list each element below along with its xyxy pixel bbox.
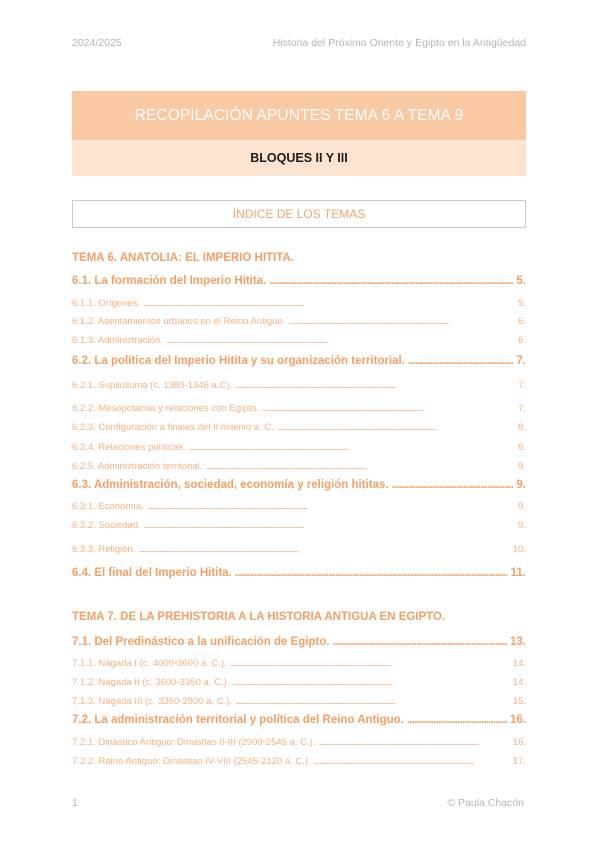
dot-leader bbox=[143, 298, 515, 309]
theme-7-title: TEMA 7. DE LA PREHISTORIA A LA HISTORIA ANTIGUA EN EGIPTO. bbox=[72, 611, 446, 623]
toc-entry-label: 7.1.3. Nagada III (c. 3350-2900 a. C.). bbox=[72, 696, 233, 707]
document-title-banner bbox=[72, 91, 526, 140]
index-title: ÍNDICE DE LOS TEMAS bbox=[232, 207, 366, 221]
toc-entry-page: 13. bbox=[510, 636, 526, 648]
dot-leader bbox=[138, 544, 509, 555]
toc-entry-6-2-4[interactable] bbox=[72, 442, 526, 453]
toc-entry-label: 7.2. La administración territorial y política del Reino Antiguo. bbox=[72, 714, 404, 726]
toc-entry-page: 8. bbox=[518, 422, 526, 433]
toc-entry-page: 16. bbox=[512, 737, 526, 748]
toc-entry-label: 7.1.1. Nagada I (c. 4000-3600 a. C.). bbox=[72, 658, 227, 669]
toc-entry-7-2-1[interactable] bbox=[72, 737, 526, 748]
dot-leader bbox=[262, 403, 515, 414]
toc-entry-page: 6. bbox=[518, 316, 526, 327]
toc-entry-page: 7. bbox=[516, 355, 526, 367]
dot-leader bbox=[166, 335, 515, 346]
toc-entry-6-3[interactable] bbox=[72, 479, 526, 491]
toc-entry-page: 9. bbox=[518, 520, 526, 531]
toc-entry-6-2[interactable] bbox=[72, 355, 526, 367]
toc-entry-7-1[interactable] bbox=[72, 636, 526, 648]
toc-entry-page: 17. bbox=[512, 756, 526, 767]
toc-entry-label: 6.2.3. Configuración a finales del II milenio a. C. bbox=[72, 422, 274, 433]
toc-entry-7-1-2[interactable] bbox=[72, 677, 526, 688]
dot-leader bbox=[235, 696, 510, 707]
dot-leader bbox=[333, 636, 507, 648]
dot-leader bbox=[230, 658, 510, 669]
page-number: 1 bbox=[72, 797, 78, 809]
toc-entry-7-1-3[interactable] bbox=[72, 696, 526, 707]
header-course: Historia del Próximo Oriente y Egipto en la Antigüedad bbox=[272, 37, 526, 49]
toc-entry-page: 14. bbox=[512, 658, 526, 669]
toc-entry-7-2[interactable] bbox=[72, 714, 526, 726]
dot-leader bbox=[392, 479, 514, 491]
dot-leader bbox=[232, 677, 509, 688]
document-subtitle-banner bbox=[72, 140, 526, 176]
toc-entry-page: 7. bbox=[518, 380, 526, 391]
dot-leader bbox=[277, 422, 515, 433]
header-year: 2024/2025 bbox=[72, 37, 122, 49]
toc-entry-page: 9. bbox=[518, 501, 526, 512]
document-title: RECOPILACIÓN APUNTES TEMA 6 A TEMA 9 bbox=[134, 106, 464, 124]
toc-entry-page: 7. bbox=[518, 403, 526, 414]
dot-leader bbox=[318, 737, 509, 748]
toc-entry-6-2-5[interactable] bbox=[72, 461, 526, 472]
toc-entry-page: 15. bbox=[512, 696, 526, 707]
toc-entry-label: 7.2.1. Dinástico Antiguo: Dinastías 0-III (2900-2545 a. C.). bbox=[72, 737, 316, 748]
dot-leader bbox=[269, 275, 513, 287]
toc-entry-6-1-1[interactable] bbox=[72, 298, 526, 309]
dot-leader bbox=[189, 442, 516, 453]
dot-leader bbox=[407, 714, 507, 726]
dot-leader bbox=[235, 567, 508, 579]
document-subtitle: BLOQUES II Y III bbox=[250, 151, 348, 165]
toc-entry-label: 6.2. La política del Imperio Hitita y su organización territorial. bbox=[72, 355, 405, 367]
toc-entry-label: 7.1.2. Nagada II (c. 3600-3350 a. C.). bbox=[72, 677, 230, 688]
toc-entry-label: 6.3.1. Economía. bbox=[72, 501, 144, 512]
toc-entry-label: 6.1.1. Orígenes. bbox=[72, 298, 141, 309]
toc-entry-6-1-2[interactable] bbox=[72, 316, 526, 327]
dot-leader bbox=[408, 355, 513, 367]
toc-entry-6-1-3[interactable] bbox=[72, 335, 526, 346]
theme-6-title: TEMA 6. ANATOLIA: EL IMPERIO HITITA. bbox=[72, 252, 294, 264]
toc-entry-7-1-1[interactable] bbox=[72, 658, 526, 669]
toc-entry-6-2-1[interactable] bbox=[72, 380, 526, 391]
toc-entry-label: 6.1.3. Administración. bbox=[72, 335, 163, 346]
toc-entry-label: 7.2.2. Reino Antiguo: Dinastías IV-VIII (2545-2120 a. C.). bbox=[72, 756, 311, 767]
toc-entry-label: 6.1.2. Asentamientos urbanos en el Reino Antiguo. bbox=[72, 316, 286, 327]
toc-entry-6-3-1[interactable] bbox=[72, 501, 526, 512]
toc-entry-page: 6. bbox=[518, 335, 526, 346]
toc-entry-6-2-3[interactable] bbox=[72, 422, 526, 433]
dot-leader bbox=[144, 520, 515, 531]
toc-entry-7-2-2[interactable] bbox=[72, 756, 526, 767]
toc-entry-label: 6.3. Administración, sociedad, economía y religión hititas. bbox=[72, 479, 389, 491]
toc-entry-label: 6.2.2. Mesopotamia y relaciones con Egipto. bbox=[72, 403, 259, 414]
toc-entry-page: 9. bbox=[516, 479, 526, 491]
dot-leader bbox=[205, 461, 515, 472]
toc-entry-page: 11. bbox=[510, 567, 526, 579]
dot-leader bbox=[147, 501, 515, 512]
toc-entry-page: 16. bbox=[510, 714, 526, 726]
dot-leader bbox=[314, 756, 510, 767]
toc-entry-page: 8. bbox=[518, 442, 526, 453]
toc-entry-page: 10. bbox=[512, 544, 526, 555]
toc-entry-6-3-2[interactable] bbox=[72, 520, 526, 531]
index-title-box bbox=[72, 200, 526, 228]
toc-entry-page: 5. bbox=[516, 275, 526, 287]
toc-entry-label: 6.2.1. Supiluliuma (c. 1380-1346 a.C). bbox=[72, 380, 233, 391]
toc-entry-page: 9. bbox=[518, 461, 526, 472]
toc-entry-label: 6.1. La formación del Imperio Hitita. bbox=[72, 275, 267, 287]
toc-entry-label: 6.3.2. Sociedad. bbox=[72, 520, 141, 531]
toc-entry-6-2-2[interactable] bbox=[72, 403, 526, 414]
toc-entry-label: 6.2.5. Administración territorial. bbox=[72, 461, 203, 472]
toc-entry-page: 14. bbox=[512, 677, 526, 688]
copyright: © Paula Chacón bbox=[447, 797, 524, 809]
toc-entry-page: 5. bbox=[518, 298, 526, 309]
toc-entry-6-4[interactable] bbox=[72, 567, 526, 579]
dot-leader bbox=[235, 380, 515, 391]
toc-entry-6-3-3[interactable] bbox=[72, 544, 526, 555]
page-footer bbox=[72, 797, 524, 809]
toc-entry-6-1[interactable] bbox=[72, 275, 526, 287]
toc-entry-label: 6.4. El final del Imperio Hitita. bbox=[72, 567, 232, 579]
dot-leader bbox=[288, 316, 515, 327]
toc-entry-label: 6.2.4. Relaciones políticas. bbox=[72, 442, 186, 453]
page-header bbox=[72, 37, 526, 49]
toc-entry-label: 6.3.3. Religión. bbox=[72, 544, 136, 555]
toc-entry-label: 7.1. Del Predinástico a la unificación de Egipto. bbox=[72, 636, 330, 648]
